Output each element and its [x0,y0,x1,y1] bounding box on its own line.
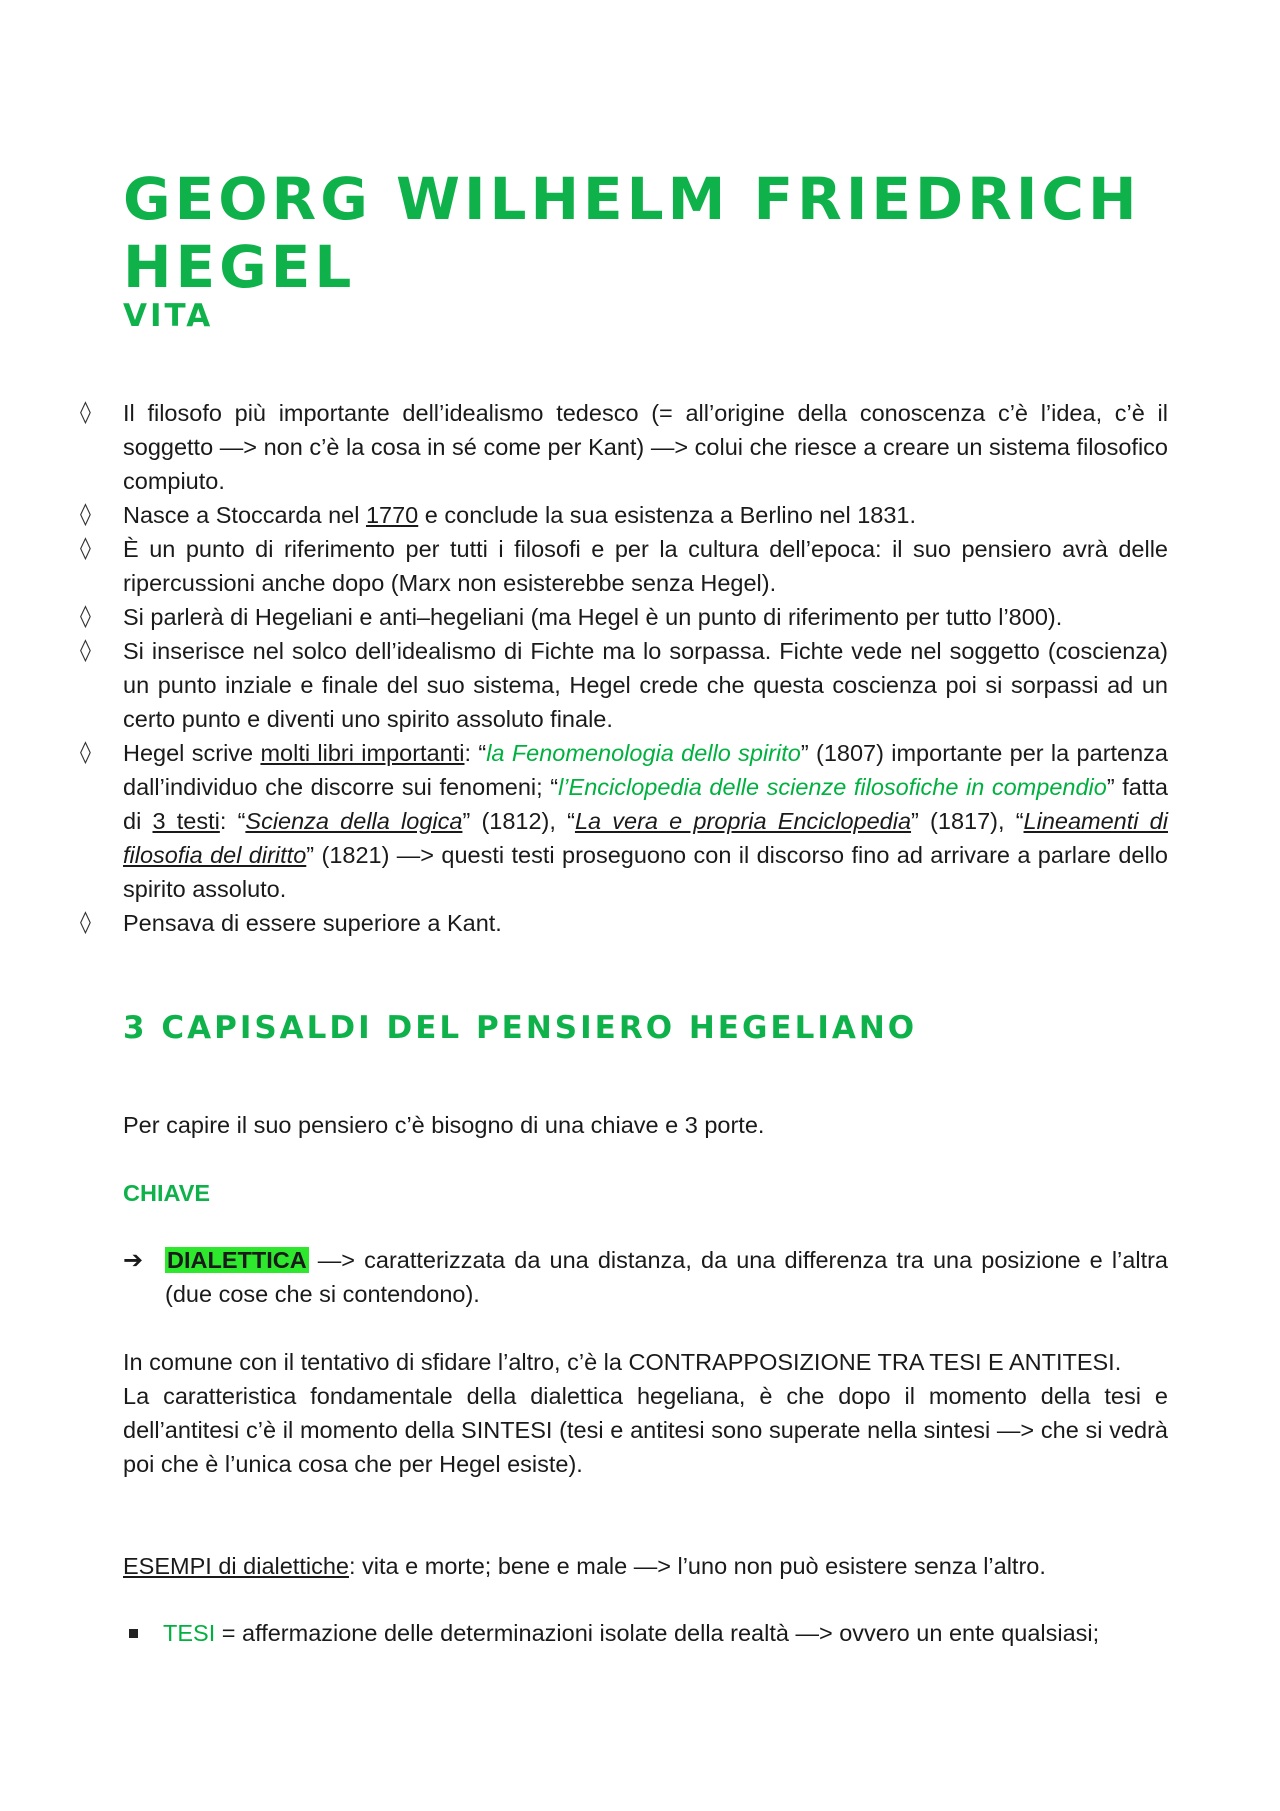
book-title: l’Enciclopedia delle scienze filosofiche in compendio [558,774,1107,800]
book-title: la Fenomenologia dello spirito [486,740,801,766]
diamond-icon: ◊ [80,536,91,561]
book-title: La vera e propria Enciclopedia [574,808,912,834]
diamond-icon: ◊ [80,638,91,663]
list-item: ◊ È un punto di riferimento per tutti i filosofi e per la cultura dell’epoca: il suo pensiero avrà delle ripercussioni anche dopo (Marx non esisterebbe senza Hegel). [0,532,1168,600]
diamond-icon: ◊ [80,400,91,425]
paragraph: In comune con il tentativo di sfidare l’altro, c’è la CONTRAPPOSIZIONE TRA TESI E ANTITESI. La caratteristica fondamentale della dialettica hegeliana, è che dopo il momento della tesi e dell’antitesi c’è il momento della SINTESI (tesi e antitesi sono superate nella sintesi —> che si vedrà poi che è l’unica cosa che per Hegel esiste). [123,1349,1168,1477]
arrow-right-icon: ➔ [123,1246,144,1274]
book-title: Lineamenti di filosofia del diritto [123,808,1168,868]
list-item: ◊ Nasce a Stoccarda nel 1770 e conclude la sua esistenza a Berlino nel 1831. [0,498,1168,532]
section-heading-capisaldi: 3 CAPISALDI DEL PENSIERO HEGELIANO [123,1010,918,1046]
page-title: GEORG WILHELM FRIEDRICH HEGEL [123,165,1141,301]
chiave-label: CHIAVE [123,1180,211,1206]
vita-list [0,396,1168,940]
tesi-item: TESI = affermazione delle determinazioni isolate della realtà —> ovvero un ente qualsiasi; [123,1616,1168,1650]
tesi-label: TESI [163,1620,216,1646]
list-item: ◊ Hegel scrive molti libri importanti: “la Fenomenologia dello spirito” (1807) importante per la partenza dall’individuo che discorre sui fenomeni; “l’Enciclopedia delle scienze filosofiche in compendio” fatta di 3 testi: “Scienza della logica” (1812), “La vera e propria Enciclopedia” (1817), “Lineamenti di filosofia del diritto” (1821) —> questi testi proseguono con il discorso fino ad arrivare a parlare dello spirito assoluto. [0,736,1168,906]
section-heading-vita: VITA [123,298,214,334]
diamond-icon: ◊ [80,740,91,765]
diamond-icon: ◊ [80,604,91,629]
diamond-icon: ◊ [80,910,91,935]
dialettica-term: DIALETTICA [167,1247,307,1273]
book-title: Scienza della logica [245,808,463,834]
esempi-paragraph: ESEMPI di dialettiche: vita e morte; bene e male —> l’uno non può esistere senza l’altro. [123,1553,1046,1579]
intro-paragraph: Per capire il suo pensiero c’è bisogno di una chiave e 3 porte. [123,1112,765,1138]
list-item: ◊ Si inserisce nel solco dell’idealismo di Fichte ma lo sorpassa. Fichte vede nel soggetto (coscienza) un punto inziale e finale del suo sistema, Hegel crede che questa coscienza poi si sorpassi ad un certo punto e diventi uno spirito assoluto finale. [0,634,1168,736]
list-item: ◊ Si parlerà di Hegeliani e anti–hegeliani (ma Hegel è un punto di riferimento per tutto l’800). [0,600,1168,634]
dialettica-item: ➔ DIALETTICA —> caratterizzata da una distanza, da una differenza tra una posizione e l’altra (due cose che si contendono). [123,1243,1168,1311]
list-item: ◊ Il filosofo più importante dell’idealismo tedesco (= all’origine della conoscenza c’è l’idea, c’è il soggetto —> non c’è la cosa in sé come per Kant) —> colui che riesce a creare un sistema filosofico compiuto. [0,396,1168,498]
birth-year: 1770 [365,502,419,528]
diamond-icon: ◊ [80,502,91,527]
list-item: ◊ Pensava di essere superiore a Kant. [0,906,1168,940]
square-bullet-icon [129,1629,138,1638]
